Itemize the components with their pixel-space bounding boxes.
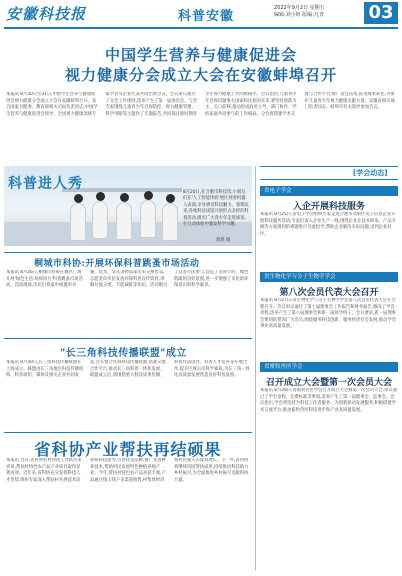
section-title: 科普安徽 bbox=[178, 9, 235, 24]
lead-story-body: 本报讯 8月30日至31日,中国学生营养与健康促进会视力健康分会成立大会在安徽蚌埠召开。来自国家卫健委、教育部相关司局负责同志,中国学生营养与健康促进会领导、全国视力健康领域专家学者及企业代表共同出席会议。会议审议通过了分会工作规则,选举产生了第一届委员会。与会专家围绕儿童青少年近视防控、视力健康管理、科学用眼等主题作了专题报告,共同探讨新时期青少年视力健康工作的新路径。会议指出,儿童青少年近视问题事关国家和民族的未来,要坚持预防为主、关口前移,推动形成政府主导、部门协作、学校家庭共同参与的工作格局。分会将搭建学术交流与合作平台,推广适宜技术,促进成果转化,为保护儿童青少年视力健康贡献力量。安徽省相关部门负责同志、蚌埠市有关领导参加会议。 bbox=[6, 92, 395, 117]
sidebar-tag: [学会动态] bbox=[353, 169, 388, 177]
story-divider bbox=[4, 338, 252, 339]
bottom-headline: 省科协产业帮扶再结硕果 bbox=[34, 440, 222, 459]
student-head bbox=[74, 194, 83, 203]
story-divider bbox=[4, 252, 252, 253]
sidebar-item-body: 本报讯 8月28日,省畜牧兽医学会召开成立大会暨第一次会员大会,审议通过了学会章程、会费标准等事项,选举产生了第一届理事会、监事会。会议指出,学会将坚持为科技工作者服务、为创新驱动发展服务,积极搭建学术交流平台,推动畜牧兽医科技进步和产业高质量发展。 bbox=[260, 388, 397, 413]
sidebar-item-label: 省电子学会 bbox=[260, 186, 398, 196]
sidebar-item-title: 召开成立大会暨第一次会员大会 bbox=[265, 378, 392, 388]
sidebar-item-label: 省畜牧兽医学会 bbox=[260, 362, 398, 372]
sidebar-item-label: 省生物化学与分子生物学学会 bbox=[260, 272, 398, 282]
student-head bbox=[96, 192, 105, 201]
sidebar-item-body: 本报讯 8月25日,省电子学会组织专家走进合肥市高新区电子信息企业开展科技服务活动,专家们深入企业生产一线,围绕企业在技术研发、产品升级等方面遇到的难题进行交流指导,帮助企业解决实际问题,受到企业好评。 bbox=[260, 212, 396, 237]
student-figure bbox=[70, 203, 86, 241]
student-head bbox=[166, 194, 175, 203]
issue-editor: 编辑:刘小婷 版编:凡青 bbox=[274, 12, 324, 18]
page-number-badge: 03 bbox=[364, 2, 398, 24]
newspaper-logo: 安徽科技报 bbox=[6, 5, 87, 23]
masthead-rule bbox=[4, 27, 398, 29]
photo-credit: 郭晨 摄 bbox=[216, 238, 231, 243]
student-figure bbox=[116, 202, 132, 240]
story-divider bbox=[4, 432, 252, 433]
alliance-headline: "长三角科技传播联盟"成立 bbox=[60, 348, 187, 359]
sidebar-item-title: 入企开展科技服务 bbox=[292, 202, 365, 212]
sidebar-item-title: 第八次会员代表大会召开 bbox=[279, 288, 379, 298]
lead-headline-line1: 中国学生营养与健康促进会 bbox=[104, 46, 297, 64]
issue-date: 2022年9月2日 星期五 bbox=[274, 5, 325, 11]
tongcheng-story-body: 本报讯 8月26日,桐城市科协在城区广场开展'绿色生活·环保同行'科普跳蚤市场活动。活动现场,市民们将家中闲置的书籍、玩具、文具等物品拿出来交换售卖,志愿者向市民发放环保科普宣传资料,讲解垃圾分类、节能减排等知识。活动吸引了众多市民参与,营造了崇尚节约、绿色低碳的良好氛围,进一步增强了市民的环保意识和科学素养。 bbox=[6, 270, 249, 289]
student-figure bbox=[162, 203, 178, 241]
lead-headline-line2: 视力健康分会成立大会在安徽蚌埠召开 bbox=[64, 66, 337, 84]
student-figure bbox=[140, 200, 156, 238]
bottom-story-body: 本报讯 近日,省科协驻村帮扶工作队传来喜讯,帮扶村特色农产品产业项目取得显著成效。近年来,省科协充分发挥科技人才优势,组织专家深入帮扶村开展技术培训和科技指导,引进优良品种,推广先进种养技术,帮助村民发展特色种植养殖产业。今年,帮扶村特色农产品喜获丰收,产品通过线上线下多渠道销售,村集体经济和村民收入实现双增长。下一步,省科协将继续巩固帮扶成果,持续推动科技助力乡村振兴,为全面推进乡村振兴贡献科协力量。 bbox=[6, 458, 249, 483]
photo-feature-title: 科普进人秀 bbox=[8, 176, 83, 192]
tongcheng-headline: 桐城市科协:开展环保科普跳蚤市场活动 bbox=[34, 259, 200, 269]
alliance-story-body: 本报讯 8月30日,长三角科技传播联盟在上海成立。联盟由长三角地区科技传播机构、科普场馆、媒体及相关企业共同发起,旨在整合区域科技传播资源,搭建交流合作平台,推动长三角科普一体化发展。联盟成立后,将围绕重大科技成果传播、科普作品创作、科普人才培养等开展合作,提升区域公民科学素质,为长三角一体化高质量发展营造良好科普氛围。 bbox=[6, 360, 250, 379]
column-divider bbox=[255, 166, 256, 570]
issue-meta bbox=[274, 5, 358, 19]
student-head bbox=[144, 191, 153, 200]
sidebar-item-body: 本报讯 8月27日,省生物化学与分子生物学学会第八次会员代表大会在合肥召开。会议审议通过了第七届理事会工作报告和财务报告,修改了学会章程,选举产生了第八届理事会和新一届领导班子。会议要求,新一届理事会要团结带领广大会员,围绕服务科技创新、服务经济社会发展,推动学会事业高质量发展。 bbox=[260, 298, 396, 330]
student-head bbox=[120, 193, 129, 202]
student-figure bbox=[92, 201, 108, 239]
photo-caption: 8月20日,在合肥市科技馆,小朋友们在'人工智能体验'展区观看机器人表演,亲身感受科技魅力。暑期以来,各地科技场馆开展形式多样的科普活动,吸引广大青少年走进场馆,在互动体验中激发科学兴趣。 bbox=[183, 190, 249, 228]
